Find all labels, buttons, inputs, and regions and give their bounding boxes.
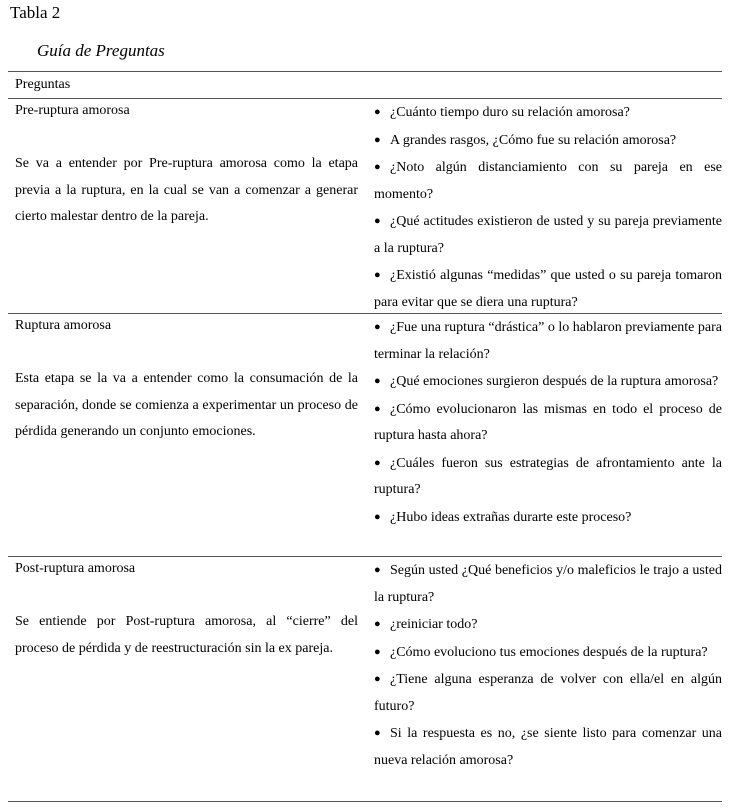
section-title: Pre-ruptura amorosa (15, 103, 130, 118)
section-left-cell (8, 557, 358, 801)
table-number: Tabla 2 (10, 3, 61, 22)
section-pre-ruptura (8, 98, 722, 313)
bullet-icon: ● (374, 269, 381, 281)
question-item (374, 127, 722, 155)
bullet-icon: ● (374, 161, 381, 173)
bullet-icon: ● (374, 215, 381, 227)
section-description: Se va a entender por Pre-ruptura amorosa como la etapa previa a la ruptura, en la cual se van a comenzar a generar cierto malestar dentro de la pareja. (15, 156, 358, 224)
question-item (374, 504, 722, 532)
bullet-icon: ● (374, 510, 381, 523)
section-title: Post-ruptura amorosa (15, 561, 136, 576)
question-text: ¿Qué emociones surgieron después de la ruptura amorosa? (390, 374, 719, 389)
table-caption: Guía de Preguntas (37, 41, 165, 60)
question-text: ¿Cómo evoluciono tus emociones después de la ruptura? (390, 644, 708, 660)
question-list (374, 99, 722, 313)
question-item (374, 208, 722, 262)
question-item (374, 450, 722, 504)
question-text: ¿Qué actitudes existieron de usted y su pareja previamente a la ruptura? (374, 214, 722, 256)
question-text: ¿Fue una ruptura “drástica” o lo hablaron previamente para terminar la relación? (374, 320, 722, 362)
question-text: ¿Tiene alguna esperanza de volver con ella/el en algún futuro? (374, 672, 722, 714)
section-ruptura (8, 313, 722, 556)
bullet-icon: ● (374, 727, 381, 739)
bullet-icon: ● (374, 645, 381, 658)
question-item (374, 262, 722, 316)
question-item (374, 666, 722, 720)
question-text: ¿Cómo evolucionaron las mismas en todo el proceso de ruptura hasta ahora? (374, 401, 722, 443)
bullet-icon: ● (374, 106, 381, 118)
bullet-icon: ● (374, 618, 381, 630)
table-header: Preguntas (15, 77, 71, 92)
bullet-icon: ● (374, 133, 381, 146)
question-text: ¿Existió algunas “medidas” que usted o su pareja tomaron para evitar que se diera una ruptura? (374, 268, 722, 310)
section-post-ruptura (8, 556, 722, 801)
question-text: ¿Cuáles fueron sus estrategias de afrontamiento ante la ruptura? (374, 455, 722, 497)
section-left-cell (8, 99, 358, 313)
bottom-rule (8, 801, 722, 802)
question-item (374, 314, 722, 368)
question-item (374, 368, 722, 396)
bullet-icon: ● (374, 375, 381, 387)
question-list (374, 557, 722, 801)
question-text: ¿Hubo ideas extrañas durarte este proceso? (390, 509, 632, 525)
question-text: Si la respuesta es no, ¿se siente listo para comenzar una nueva relación amorosa? (374, 726, 722, 768)
question-item (374, 720, 722, 774)
bullet-icon: ● (374, 673, 381, 685)
question-item (374, 557, 722, 611)
question-item (374, 154, 722, 208)
section-description: Esta etapa se la va a entender como la consumación de la separación, donde se comienza a experimentar un proceso de pérdida generando un conjunto emociones. (15, 371, 358, 439)
question-list (374, 314, 722, 556)
section-description: Se entiende por Post-ruptura amorosa, al “cierre” del proceso de pérdida y de reestructuración sin la ex pareja. (15, 614, 358, 656)
question-item (374, 396, 722, 450)
bullet-icon: ● (374, 402, 381, 415)
questions-table (8, 71, 722, 802)
section-left-cell (8, 314, 358, 556)
question-text: A grandes rasgos, ¿Cómo fue su relación amorosa? (390, 132, 677, 148)
question-text: ¿Noto algún distanciamiento con su pareja en ese momento? (374, 160, 722, 202)
question-item (374, 639, 722, 667)
question-item (374, 611, 722, 639)
bullet-icon: ● (374, 321, 381, 333)
question-text: ¿Cuánto tiempo duro su relación amorosa? (390, 105, 630, 120)
section-title: Ruptura amorosa (15, 318, 112, 333)
bullet-icon: ● (374, 456, 381, 469)
question-text: ¿reiniciar todo? (390, 617, 478, 632)
question-item (374, 99, 722, 127)
question-text: Según usted ¿Qué beneficios y/o maleficios le trajo a usted la ruptura? (374, 563, 722, 605)
bullet-icon: ● (374, 564, 381, 576)
